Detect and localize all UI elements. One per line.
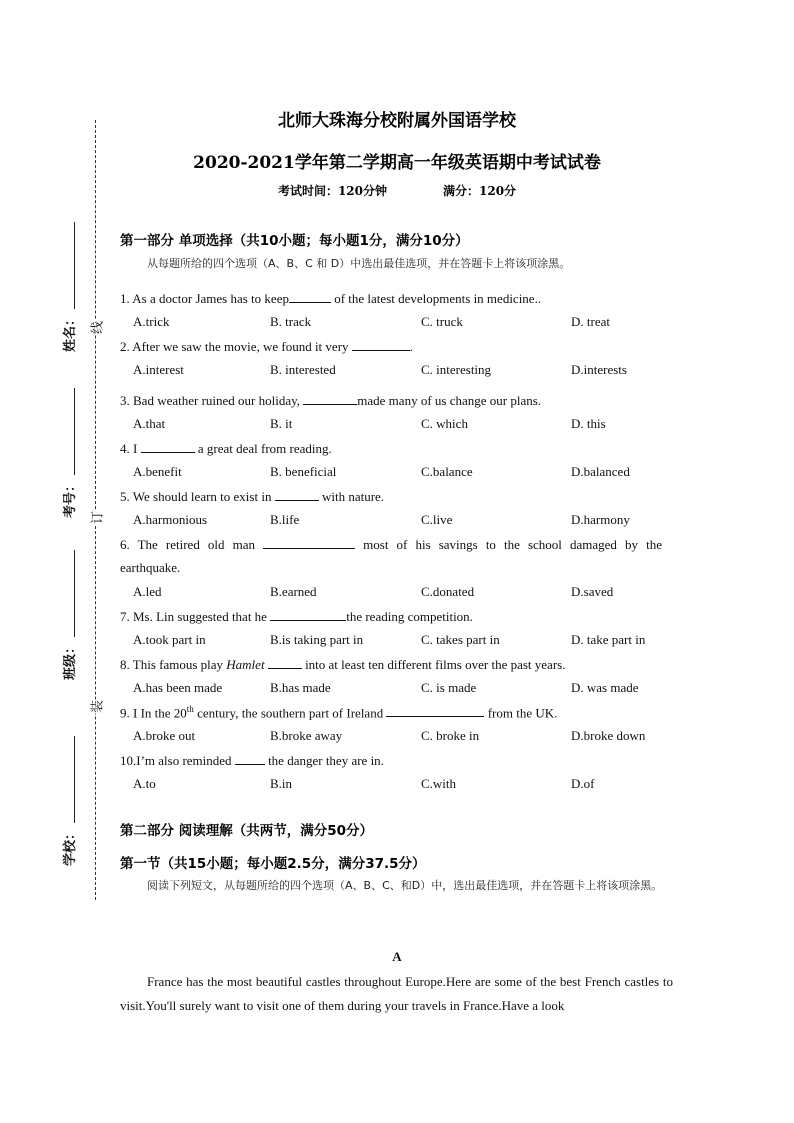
part2-heading: 第二部分 阅读理解（共两节，满分50分） <box>120 823 373 839</box>
option-c[interactable]: C. interesting <box>421 362 492 377</box>
option-c[interactable]: C.live <box>421 512 453 527</box>
school-underline <box>62 736 75 823</box>
question-4: 4. I a great deal from reading. <box>120 441 332 456</box>
option-d[interactable]: D.broke down <box>571 728 646 743</box>
question-10-options <box>133 776 673 794</box>
part2-section1-heading: 第一节（共15小题；每小题2.5分，满分37.5分） <box>120 856 426 872</box>
question-7-options <box>133 632 673 650</box>
option-b[interactable]: B.in <box>270 776 293 791</box>
question-6-options <box>133 584 673 602</box>
option-d[interactable]: D.interests <box>571 362 627 377</box>
exam-number-label: 考号： <box>62 478 78 518</box>
class-underline <box>62 550 75 637</box>
passage-label: A <box>392 949 402 964</box>
option-d[interactable]: D. treat <box>571 314 610 329</box>
name-underline <box>62 222 75 309</box>
option-a[interactable]: A.interest <box>133 362 184 377</box>
exam-title: 2020-2021学年第二学期高一年级英语期中考试试卷 <box>193 153 601 173</box>
option-d[interactable]: D. was made <box>571 680 639 695</box>
answer-blank <box>303 392 357 405</box>
option-b[interactable]: B.has made <box>270 680 331 695</box>
question-4-options <box>133 464 673 482</box>
answer-blank <box>268 656 302 669</box>
option-a[interactable]: A.benefit <box>133 464 182 479</box>
part1-heading: 第一部分 单项选择（共10小题；每小题1分，满分10分） <box>120 233 469 249</box>
question-6-continued: earthquake. <box>120 560 181 575</box>
question-6: 6. The retired old man most of his savings to the school damaged by the <box>120 537 662 552</box>
question-2-options <box>133 362 673 380</box>
part1-instruction: 从每题所给的四个选项（A、B、C 和 D）中选出最佳选项，并在答题卡上将该项涂黑。 <box>147 257 571 270</box>
part2-instruction: 阅读下列短文，从每题所给的四个选项（A、B、C、和D）中，选出最佳选项，并在答题卡上将该项涂黑。 <box>147 879 663 892</box>
binding-char-line: 线 <box>87 321 106 335</box>
option-b[interactable]: B. beneficial <box>270 464 337 479</box>
option-c[interactable]: C. is made <box>421 680 477 695</box>
option-a[interactable]: A.trick <box>133 314 170 329</box>
question-5-options <box>133 512 673 530</box>
option-c[interactable]: C.with <box>421 776 457 791</box>
question-8-options <box>133 680 673 698</box>
option-d[interactable]: D. take part in <box>571 632 646 647</box>
option-c[interactable]: C. which <box>421 416 468 431</box>
exam-info <box>0 182 794 199</box>
name-field[interactable] <box>58 222 78 352</box>
exam-time: 考试时间：120分钟 <box>277 184 387 198</box>
option-a[interactable]: A.broke out <box>133 728 196 743</box>
answer-blank <box>263 536 355 549</box>
question-9: 9. I In the 20th century, the southern part of Ireland from the UK. <box>120 704 558 721</box>
option-d[interactable]: D.of <box>571 776 595 791</box>
question-3-options <box>133 416 673 434</box>
passage-text: France has the most beautiful castles throughout Europe.Here are some of the best French castles to visit.You'll surely want to visit one of them during your travels in France.Have a look <box>120 974 673 1013</box>
option-c[interactable]: C.balance <box>421 464 473 479</box>
school-label: 学校： <box>62 826 78 866</box>
option-b[interactable]: B.is taking part in <box>270 632 364 647</box>
exam-number-underline <box>62 388 75 475</box>
class-label: 班级： <box>62 640 78 680</box>
exam-number-field[interactable] <box>58 388 78 518</box>
option-a[interactable]: A.led <box>133 584 162 599</box>
question-7: 7. Ms. Lin suggested that he the reading competition. <box>120 609 473 624</box>
exam-score: 满分：120分 <box>443 184 517 198</box>
option-d[interactable]: D. this <box>571 416 606 431</box>
option-a[interactable]: A.took part in <box>133 632 206 647</box>
name-label: 姓名： <box>62 312 78 352</box>
option-c[interactable]: C. takes part in <box>421 632 500 647</box>
question-10: 10.I’m also reminded the danger they are in. <box>120 753 384 768</box>
option-d[interactable]: D.harmony <box>571 512 630 527</box>
option-d[interactable]: D.saved <box>571 584 614 599</box>
option-b[interactable]: B. interested <box>270 362 336 377</box>
option-a[interactable]: A.that <box>133 416 166 431</box>
option-b[interactable]: B.broke away <box>270 728 343 743</box>
class-field[interactable] <box>58 550 78 680</box>
option-c[interactable]: C.donated <box>421 584 475 599</box>
binding-char-order: 订 <box>87 511 106 525</box>
question-9-options <box>133 728 673 746</box>
school-field[interactable] <box>58 736 78 866</box>
answer-blank <box>386 704 484 717</box>
option-a[interactable]: A.has been made <box>133 680 223 695</box>
option-b[interactable]: B. track <box>270 314 312 329</box>
option-b[interactable]: B.earned <box>270 584 317 599</box>
play-title: Hamlet <box>226 657 265 672</box>
question-3: 3. Bad weather ruined our holiday, made many of us change our plans. <box>120 393 542 408</box>
option-b[interactable]: B. it <box>270 416 293 431</box>
answer-blank <box>235 752 265 765</box>
option-d[interactable]: D.balanced <box>571 464 630 479</box>
answer-blank <box>141 440 195 453</box>
question-5: 5. We should learn to exist in with nature. <box>120 489 385 504</box>
option-c[interactable]: C. truck <box>421 314 463 329</box>
option-b[interactable]: B.life <box>270 512 300 527</box>
question-1: 1. As a doctor James has to keep of the latest developments in medicine.. <box>120 291 542 306</box>
option-c[interactable]: C. broke in <box>421 728 480 743</box>
answer-blank <box>352 338 410 351</box>
option-a[interactable]: A.to <box>133 776 156 791</box>
answer-blank <box>275 488 319 501</box>
question-8: 8. This famous play Hamlet into at least ten different films over the past years. <box>120 657 566 672</box>
answer-blank <box>289 290 331 303</box>
question-2: 2. After we saw the movie, we found it very . <box>120 339 414 354</box>
school-name: 北师大珠海分校附属外国语学校 <box>278 111 516 131</box>
question-1-options <box>133 314 673 332</box>
binding-char-bind: 装 <box>87 700 106 714</box>
option-a[interactable]: A.harmonious <box>133 512 208 527</box>
answer-blank <box>270 608 346 621</box>
